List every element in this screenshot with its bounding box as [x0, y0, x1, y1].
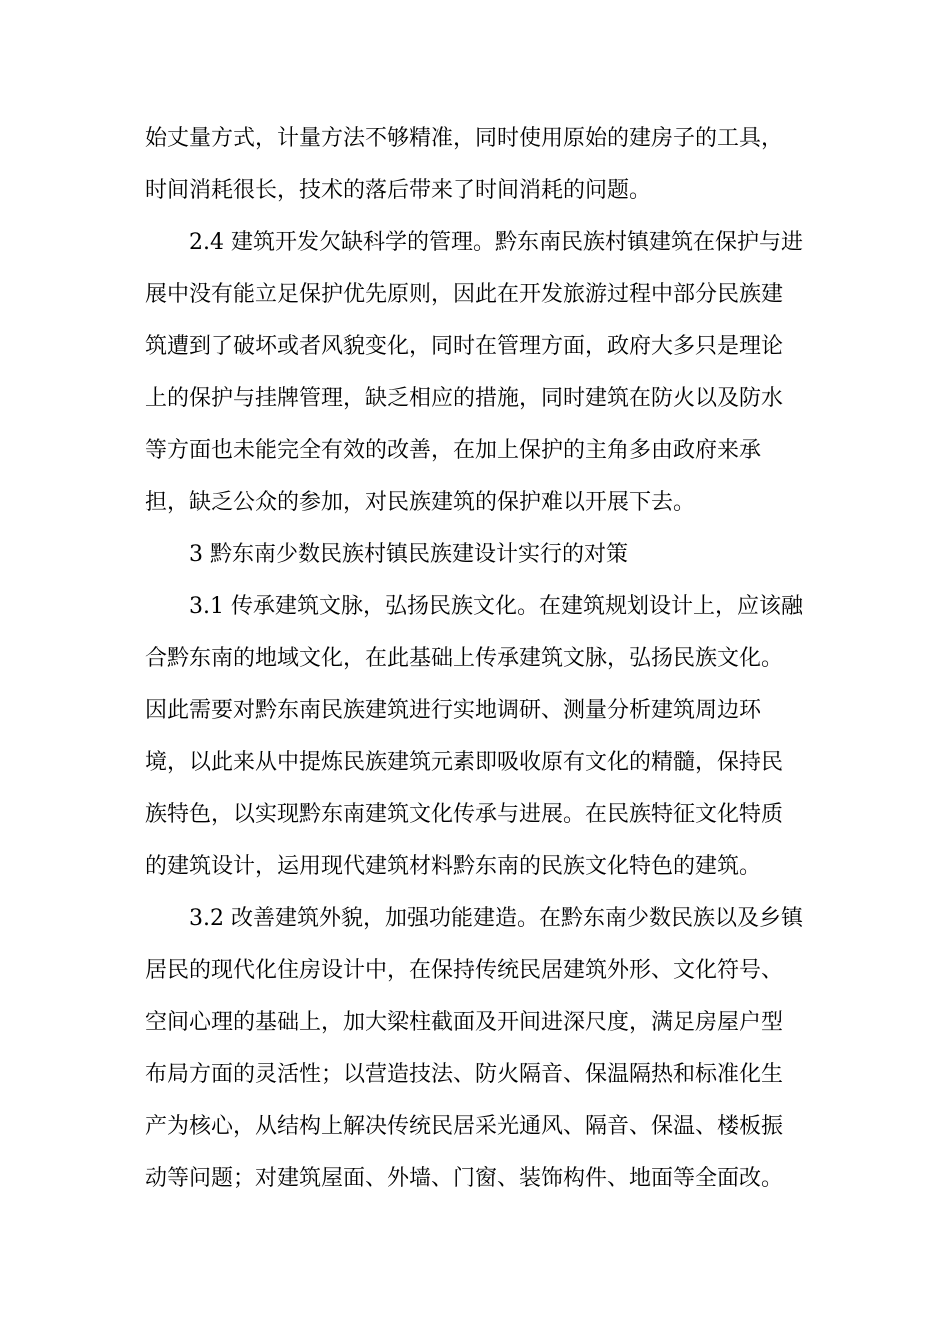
text-line-11: 合黔东南的地域文化，在此基础上传承建筑文脉，弘扬民族文化。	[145, 646, 784, 671]
text-line-12: 因此需要对黔东南民族建筑进行实地调研、测量分析建筑周边环	[145, 698, 762, 723]
section-3-1-first-line: 3.1 传承建筑文脉，弘扬民族文化。在建筑规划设计上，应该融	[189, 594, 803, 619]
text-line-4: 展中没有能立足保护优先原则，因此在开发旅游过程中部分民族建	[145, 282, 784, 307]
text-line-15: 的建筑设计，运用现代建筑材料黔东南的民族文化特色的建筑。	[145, 854, 762, 879]
text-line-20: 产为核心，从结构上解决传统民居采光通风、隔音、保温、楼板振	[145, 1114, 784, 1139]
text-line-21: 动等问题；对建筑屋面、外墙、门窗、装饰构件、地面等全面改。	[145, 1166, 784, 1191]
text-line-8: 担，缺乏公众的参加，对民族建筑的保护难以开展下去。	[145, 490, 696, 515]
text-line-7: 等方面也未能完全有效的改善，在加上保护的主角多由政府来承	[145, 438, 762, 463]
text-line-19: 布局方面的灵活性；以营造技法、防火隔音、保温隔热和标准化生	[145, 1062, 784, 1087]
text-line-2: 时间消耗很长，技术的落后带来了时间消耗的问题。	[145, 178, 652, 203]
text-line-1: 始丈量方式，计量方法不够精准，同时使用原始的建房子的工具，	[145, 126, 784, 151]
text-line-6: 上的保护与挂牌管理，缺乏相应的措施，同时建筑在防火以及防水	[145, 386, 784, 411]
section-3-2-first-line: 3.2 改善建筑外貌，加强功能建造。在黔东南少数民族以及乡镇	[189, 906, 803, 931]
section-2-4-first-line: 2.4 建筑开发欠缺科学的管理。黔东南民族村镇建筑在保护与进	[189, 230, 803, 255]
text-line-17: 居民的现代化住房设计中，在保持传统民居建筑外形、文化符号、	[145, 958, 784, 983]
text-line-14: 族特色，以实现黔东南建筑文化传承与进展。在民族特征文化特质	[145, 802, 784, 827]
text-line-18: 空间心理的基础上，加大梁柱截面及开间进深尺度，满足房屋户型	[145, 1010, 784, 1035]
section-3-heading: 3 黔东南少数民族村镇民族建设计实行的对策	[189, 542, 628, 567]
text-line-5: 筑遭到了破坏或者风貌变化，同时在管理方面，政府大多只是理论	[145, 334, 784, 359]
text-line-13: 境，以此来从中提炼民族建筑元素即吸收原有文化的精髓，保持民	[145, 750, 784, 775]
